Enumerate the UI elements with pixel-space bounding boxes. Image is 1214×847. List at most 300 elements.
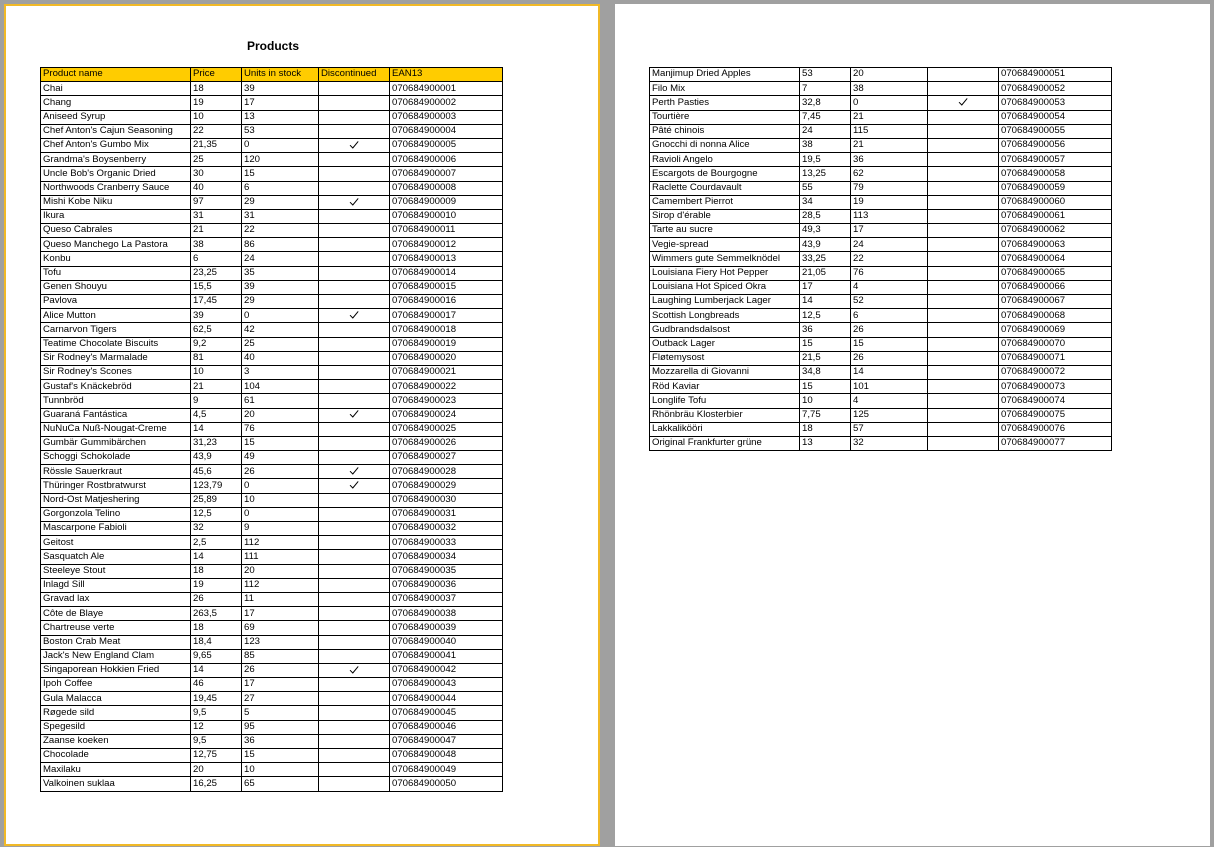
products-table-page-1 bbox=[40, 67, 503, 792]
units-in-stock-cell: 3 bbox=[242, 365, 319, 379]
ean13-cell: 070684900012 bbox=[390, 238, 503, 252]
product-name-cell: Original Frankfurter grüne bbox=[650, 436, 800, 450]
table-row bbox=[41, 195, 503, 209]
units-in-stock-cell: 24 bbox=[851, 238, 928, 252]
price-cell: 81 bbox=[191, 351, 242, 365]
product-name-cell: Uncle Bob's Organic Dried bbox=[41, 167, 191, 181]
units-in-stock-cell: 0 bbox=[242, 479, 319, 493]
table-row bbox=[650, 96, 1112, 110]
table-row bbox=[650, 153, 1112, 167]
table-row bbox=[41, 167, 503, 181]
price-cell: 31 bbox=[191, 209, 242, 223]
price-cell: 26 bbox=[191, 592, 242, 606]
table-row bbox=[41, 578, 503, 592]
ean13-cell: 070684900063 bbox=[999, 238, 1112, 252]
units-in-stock-cell: 112 bbox=[242, 578, 319, 592]
discontinued-cell bbox=[928, 337, 999, 351]
product-name-cell: Camembert Pierrot bbox=[650, 195, 800, 209]
checkmark-icon bbox=[349, 665, 359, 675]
checkmark-icon bbox=[349, 409, 359, 419]
price-cell: 49,3 bbox=[800, 224, 851, 238]
price-cell: 38 bbox=[800, 138, 851, 152]
ean13-cell: 070684900056 bbox=[999, 138, 1112, 152]
units-in-stock-cell: 32 bbox=[851, 436, 928, 450]
table-row bbox=[650, 422, 1112, 436]
ean13-cell: 070684900054 bbox=[999, 110, 1112, 124]
ean13-cell: 070684900030 bbox=[390, 493, 503, 507]
product-name-cell: Chai bbox=[41, 82, 191, 96]
units-in-stock-cell: 20 bbox=[242, 564, 319, 578]
checkmark-icon bbox=[349, 466, 359, 476]
table-row bbox=[41, 522, 503, 536]
report-page-1 bbox=[4, 4, 600, 846]
table-row bbox=[41, 380, 503, 394]
checkmark-icon bbox=[349, 140, 359, 150]
price-cell: 18 bbox=[191, 82, 242, 96]
product-name-cell: Grandma's Boysenberry bbox=[41, 153, 191, 167]
units-in-stock-cell: 85 bbox=[242, 649, 319, 663]
units-in-stock-cell: 6 bbox=[242, 181, 319, 195]
discontinued-cell bbox=[319, 451, 390, 465]
units-in-stock-cell: 5 bbox=[242, 706, 319, 720]
discontinued-cell bbox=[319, 649, 390, 663]
table-row bbox=[41, 607, 503, 621]
discontinued-cell bbox=[319, 663, 390, 677]
price-cell: 18,4 bbox=[191, 635, 242, 649]
units-in-stock-cell: 17 bbox=[242, 96, 319, 110]
product-name-cell: Ikura bbox=[41, 209, 191, 223]
checkmark-icon bbox=[349, 480, 359, 490]
units-in-stock-cell: 20 bbox=[242, 408, 319, 422]
table-row bbox=[650, 351, 1112, 365]
checkmark-icon bbox=[349, 197, 359, 207]
discontinued-cell bbox=[319, 252, 390, 266]
ean13-cell: 070684900033 bbox=[390, 536, 503, 550]
units-in-stock-cell: 26 bbox=[242, 663, 319, 677]
price-cell: 15 bbox=[800, 337, 851, 351]
product-name-cell: Maxilaku bbox=[41, 763, 191, 777]
table-row bbox=[41, 564, 503, 578]
units-in-stock-cell: 0 bbox=[242, 138, 319, 152]
discontinued-cell bbox=[928, 82, 999, 96]
discontinued-cell bbox=[319, 124, 390, 138]
product-name-cell: Gudbrandsdalsost bbox=[650, 323, 800, 337]
ean13-cell: 070684900035 bbox=[390, 564, 503, 578]
product-name-cell: Laughing Lumberjack Lager bbox=[650, 295, 800, 309]
table-row bbox=[41, 777, 503, 791]
table-row bbox=[650, 124, 1112, 138]
table-row bbox=[650, 436, 1112, 450]
price-cell: 39 bbox=[191, 309, 242, 323]
table-row bbox=[41, 734, 503, 748]
product-name-cell: Spegesild bbox=[41, 720, 191, 734]
units-in-stock-cell: 53 bbox=[242, 124, 319, 138]
ean13-cell: 070684900076 bbox=[999, 422, 1112, 436]
ean13-cell: 070684900016 bbox=[390, 295, 503, 309]
units-in-stock-cell: 95 bbox=[242, 720, 319, 734]
units-in-stock-cell: 21 bbox=[851, 110, 928, 124]
product-name-cell: Queso Cabrales bbox=[41, 224, 191, 238]
ean13-cell: 070684900049 bbox=[390, 763, 503, 777]
table-row bbox=[41, 706, 503, 720]
units-in-stock-cell: 10 bbox=[242, 493, 319, 507]
ean13-cell: 070684900048 bbox=[390, 749, 503, 763]
discontinued-cell bbox=[319, 167, 390, 181]
units-in-stock-cell: 31 bbox=[242, 209, 319, 223]
discontinued-cell bbox=[928, 295, 999, 309]
table-row bbox=[650, 337, 1112, 351]
col-header-product-name: Product name bbox=[41, 68, 191, 82]
units-in-stock-cell: 76 bbox=[851, 266, 928, 280]
price-cell: 18 bbox=[800, 422, 851, 436]
ean13-cell: 070684900069 bbox=[999, 323, 1112, 337]
product-name-cell: Louisiana Hot Spiced Okra bbox=[650, 280, 800, 294]
ean13-cell: 070684900073 bbox=[999, 380, 1112, 394]
discontinued-cell bbox=[319, 309, 390, 323]
discontinued-cell bbox=[319, 479, 390, 493]
price-cell: 13,25 bbox=[800, 167, 851, 181]
units-in-stock-cell: 19 bbox=[851, 195, 928, 209]
table-row bbox=[41, 82, 503, 96]
table-row bbox=[41, 592, 503, 606]
discontinued-cell bbox=[319, 436, 390, 450]
product-name-cell: Gustaf's Knäckebröd bbox=[41, 380, 191, 394]
price-cell: 19 bbox=[191, 578, 242, 592]
ean13-cell: 070684900059 bbox=[999, 181, 1112, 195]
report-page-2 bbox=[615, 4, 1210, 846]
price-cell: 17,45 bbox=[191, 295, 242, 309]
units-in-stock-cell: 14 bbox=[851, 365, 928, 379]
ean13-cell: 070684900067 bbox=[999, 295, 1112, 309]
ean13-cell: 070684900003 bbox=[390, 110, 503, 124]
table-row bbox=[41, 224, 503, 238]
product-name-cell: Gumbär Gummibärchen bbox=[41, 436, 191, 450]
table-row bbox=[650, 110, 1112, 124]
table-row bbox=[41, 295, 503, 309]
table-row bbox=[41, 692, 503, 706]
price-cell: 7,75 bbox=[800, 408, 851, 422]
product-name-cell: Filo Mix bbox=[650, 82, 800, 96]
price-cell: 40 bbox=[191, 181, 242, 195]
table-row bbox=[41, 422, 503, 436]
units-in-stock-cell: 61 bbox=[242, 394, 319, 408]
price-cell: 19,5 bbox=[800, 153, 851, 167]
discontinued-cell bbox=[319, 621, 390, 635]
price-cell: 9,65 bbox=[191, 649, 242, 663]
ean13-cell: 070684900015 bbox=[390, 280, 503, 294]
table-row bbox=[41, 763, 503, 777]
units-in-stock-cell: 120 bbox=[242, 153, 319, 167]
discontinued-cell bbox=[928, 436, 999, 450]
price-cell: 12,75 bbox=[191, 749, 242, 763]
ean13-cell: 070684900038 bbox=[390, 607, 503, 621]
ean13-cell: 070684900066 bbox=[999, 280, 1112, 294]
table-row bbox=[41, 394, 503, 408]
ean13-cell: 070684900017 bbox=[390, 309, 503, 323]
price-cell: 34 bbox=[800, 195, 851, 209]
units-in-stock-cell: 125 bbox=[851, 408, 928, 422]
price-cell: 32,8 bbox=[800, 96, 851, 110]
units-in-stock-cell: 11 bbox=[242, 592, 319, 606]
price-cell: 6 bbox=[191, 252, 242, 266]
discontinued-cell bbox=[319, 607, 390, 621]
ean13-cell: 070684900064 bbox=[999, 252, 1112, 266]
ean13-cell: 070684900005 bbox=[390, 138, 503, 152]
products-table-page-2 bbox=[649, 67, 1112, 451]
ean13-cell: 070684900006 bbox=[390, 153, 503, 167]
units-in-stock-cell: 40 bbox=[242, 351, 319, 365]
units-in-stock-cell: 39 bbox=[242, 82, 319, 96]
product-name-cell: Gnocchi di nonna Alice bbox=[650, 138, 800, 152]
units-in-stock-cell: 10 bbox=[242, 763, 319, 777]
discontinued-cell bbox=[319, 422, 390, 436]
product-name-cell: Konbu bbox=[41, 252, 191, 266]
discontinued-cell bbox=[319, 522, 390, 536]
price-cell: 15 bbox=[800, 380, 851, 394]
table-row bbox=[41, 209, 503, 223]
product-name-cell: Côte de Blaye bbox=[41, 607, 191, 621]
units-in-stock-cell: 4 bbox=[851, 280, 928, 294]
units-in-stock-cell: 29 bbox=[242, 195, 319, 209]
units-in-stock-cell: 15 bbox=[242, 436, 319, 450]
product-name-cell: Röd Kaviar bbox=[650, 380, 800, 394]
price-cell: 25 bbox=[191, 153, 242, 167]
ean13-cell: 070684900068 bbox=[999, 309, 1112, 323]
ean13-cell: 070684900018 bbox=[390, 323, 503, 337]
table-row bbox=[41, 465, 503, 479]
ean13-cell: 070684900072 bbox=[999, 365, 1112, 379]
col-header-units-in-stock: Units in stock bbox=[242, 68, 319, 82]
ean13-cell: 070684900008 bbox=[390, 181, 503, 195]
units-in-stock-cell: 24 bbox=[242, 252, 319, 266]
discontinued-cell bbox=[319, 777, 390, 791]
discontinued-cell bbox=[928, 422, 999, 436]
product-name-cell: Singaporean Hokkien Fried bbox=[41, 663, 191, 677]
units-in-stock-cell: 113 bbox=[851, 209, 928, 223]
product-name-cell: Chartreuse verte bbox=[41, 621, 191, 635]
ean13-cell: 070684900077 bbox=[999, 436, 1112, 450]
table-row bbox=[41, 124, 503, 138]
product-name-cell: Tarte au sucre bbox=[650, 224, 800, 238]
ean13-cell: 070684900044 bbox=[390, 692, 503, 706]
discontinued-cell bbox=[928, 138, 999, 152]
price-cell: 18 bbox=[191, 621, 242, 635]
table-row bbox=[650, 138, 1112, 152]
table-row bbox=[41, 365, 503, 379]
product-name-cell: Mascarpone Fabioli bbox=[41, 522, 191, 536]
ean13-cell: 070684900010 bbox=[390, 209, 503, 223]
table-row bbox=[650, 280, 1112, 294]
discontinued-cell bbox=[928, 209, 999, 223]
product-name-cell: Aniseed Syrup bbox=[41, 110, 191, 124]
product-name-cell: NuNuCa Nuß-Nougat-Creme bbox=[41, 422, 191, 436]
product-name-cell: Valkoinen suklaa bbox=[41, 777, 191, 791]
product-name-cell: Mishi Kobe Niku bbox=[41, 195, 191, 209]
discontinued-cell bbox=[928, 309, 999, 323]
discontinued-cell bbox=[319, 295, 390, 309]
discontinued-cell bbox=[928, 195, 999, 209]
ean13-cell: 070684900026 bbox=[390, 436, 503, 450]
discontinued-cell bbox=[319, 195, 390, 209]
ean13-cell: 070684900034 bbox=[390, 550, 503, 564]
product-name-cell: Mozzarella di Giovanni bbox=[650, 365, 800, 379]
ean13-cell: 070684900058 bbox=[999, 167, 1112, 181]
discontinued-cell bbox=[319, 635, 390, 649]
discontinued-cell bbox=[319, 380, 390, 394]
price-cell: 14 bbox=[191, 550, 242, 564]
price-cell: 53 bbox=[800, 68, 851, 82]
ean13-cell: 070684900050 bbox=[390, 777, 503, 791]
ean13-cell: 070684900024 bbox=[390, 408, 503, 422]
product-name-cell: Lakkalikööri bbox=[650, 422, 800, 436]
discontinued-cell bbox=[319, 592, 390, 606]
report-title: Products bbox=[246, 39, 299, 53]
table-row bbox=[650, 295, 1112, 309]
units-in-stock-cell: 17 bbox=[242, 678, 319, 692]
discontinued-cell bbox=[928, 252, 999, 266]
table-row bbox=[650, 238, 1112, 252]
price-cell: 34,8 bbox=[800, 365, 851, 379]
units-in-stock-cell: 0 bbox=[242, 309, 319, 323]
checkmark-icon bbox=[958, 97, 968, 107]
price-cell: 23,25 bbox=[191, 266, 242, 280]
price-cell: 45,6 bbox=[191, 465, 242, 479]
discontinued-cell bbox=[928, 323, 999, 337]
table-row bbox=[41, 663, 503, 677]
ean13-cell: 070684900070 bbox=[999, 337, 1112, 351]
units-in-stock-cell: 79 bbox=[851, 181, 928, 195]
table-row bbox=[41, 266, 503, 280]
product-name-cell: Gorgonzola Telino bbox=[41, 507, 191, 521]
discontinued-cell bbox=[928, 124, 999, 138]
product-name-cell: Jack's New England Clam bbox=[41, 649, 191, 663]
units-in-stock-cell: 62 bbox=[851, 167, 928, 181]
table-row bbox=[650, 195, 1112, 209]
units-in-stock-cell: 111 bbox=[242, 550, 319, 564]
product-name-cell: Chocolade bbox=[41, 749, 191, 763]
table-row bbox=[41, 408, 503, 422]
table-row bbox=[650, 68, 1112, 82]
units-in-stock-cell: 26 bbox=[851, 323, 928, 337]
ean13-cell: 070684900037 bbox=[390, 592, 503, 606]
table-row bbox=[41, 351, 503, 365]
ean13-cell: 070684900021 bbox=[390, 365, 503, 379]
table-header-row bbox=[41, 68, 503, 82]
ean13-cell: 070684900031 bbox=[390, 507, 503, 521]
ean13-cell: 070684900052 bbox=[999, 82, 1112, 96]
checkmark-icon bbox=[349, 310, 359, 320]
product-name-cell: Schoggi Schokolade bbox=[41, 451, 191, 465]
ean13-cell: 070684900047 bbox=[390, 734, 503, 748]
table-row bbox=[650, 309, 1112, 323]
ean13-cell: 070684900053 bbox=[999, 96, 1112, 110]
units-in-stock-cell: 104 bbox=[242, 380, 319, 394]
product-name-cell: Fløtemysost bbox=[650, 351, 800, 365]
ean13-cell: 070684900014 bbox=[390, 266, 503, 280]
table-row bbox=[41, 309, 503, 323]
product-name-cell: Pâté chinois bbox=[650, 124, 800, 138]
discontinued-cell bbox=[319, 351, 390, 365]
table-row bbox=[41, 153, 503, 167]
units-in-stock-cell: 0 bbox=[851, 96, 928, 110]
units-in-stock-cell: 17 bbox=[242, 607, 319, 621]
price-cell: 123,79 bbox=[191, 479, 242, 493]
discontinued-cell bbox=[319, 365, 390, 379]
product-name-cell: Røgede sild bbox=[41, 706, 191, 720]
product-name-cell: Perth Pasties bbox=[650, 96, 800, 110]
price-cell: 18 bbox=[191, 564, 242, 578]
units-in-stock-cell: 0 bbox=[242, 507, 319, 521]
table-row bbox=[41, 181, 503, 195]
ean13-cell: 070684900046 bbox=[390, 720, 503, 734]
price-cell: 10 bbox=[191, 110, 242, 124]
price-cell: 7,45 bbox=[800, 110, 851, 124]
ean13-cell: 070684900001 bbox=[390, 82, 503, 96]
discontinued-cell bbox=[319, 209, 390, 223]
col-header-ean13: EAN13 bbox=[390, 68, 503, 82]
price-cell: 9,5 bbox=[191, 706, 242, 720]
price-cell: 19,45 bbox=[191, 692, 242, 706]
table-row bbox=[650, 394, 1112, 408]
units-in-stock-cell: 13 bbox=[242, 110, 319, 124]
table-row bbox=[41, 252, 503, 266]
product-name-cell: Chef Anton's Cajun Seasoning bbox=[41, 124, 191, 138]
price-cell: 4,5 bbox=[191, 408, 242, 422]
table-row bbox=[41, 720, 503, 734]
table-row bbox=[41, 550, 503, 564]
ean13-cell: 070684900075 bbox=[999, 408, 1112, 422]
ean13-cell: 070684900020 bbox=[390, 351, 503, 365]
discontinued-cell bbox=[928, 266, 999, 280]
price-cell: 32 bbox=[191, 522, 242, 536]
price-cell: 38 bbox=[191, 238, 242, 252]
units-in-stock-cell: 123 bbox=[242, 635, 319, 649]
product-name-cell: Outback Lager bbox=[650, 337, 800, 351]
table-row bbox=[41, 678, 503, 692]
discontinued-cell bbox=[319, 323, 390, 337]
units-in-stock-cell: 22 bbox=[851, 252, 928, 266]
price-cell: 9,5 bbox=[191, 734, 242, 748]
units-in-stock-cell: 29 bbox=[242, 295, 319, 309]
price-cell: 21,05 bbox=[800, 266, 851, 280]
discontinued-cell bbox=[319, 536, 390, 550]
ean13-cell: 070684900060 bbox=[999, 195, 1112, 209]
table-row bbox=[650, 365, 1112, 379]
ean13-cell: 070684900019 bbox=[390, 337, 503, 351]
discontinued-cell bbox=[319, 507, 390, 521]
units-in-stock-cell: 42 bbox=[242, 323, 319, 337]
product-name-cell: Escargots de Bourgogne bbox=[650, 167, 800, 181]
price-cell: 97 bbox=[191, 195, 242, 209]
product-name-cell: Sir Rodney's Marmalade bbox=[41, 351, 191, 365]
units-in-stock-cell: 49 bbox=[242, 451, 319, 465]
discontinued-cell bbox=[319, 394, 390, 408]
table-row bbox=[650, 181, 1112, 195]
discontinued-cell bbox=[319, 266, 390, 280]
col-header-price: Price bbox=[191, 68, 242, 82]
product-name-cell: Gravad lax bbox=[41, 592, 191, 606]
table-row bbox=[41, 337, 503, 351]
discontinued-cell bbox=[928, 408, 999, 422]
discontinued-cell bbox=[319, 280, 390, 294]
discontinued-cell bbox=[319, 82, 390, 96]
units-in-stock-cell: 15 bbox=[851, 337, 928, 351]
ean13-cell: 070684900023 bbox=[390, 394, 503, 408]
units-in-stock-cell: 36 bbox=[242, 734, 319, 748]
product-name-cell: Ipoh Coffee bbox=[41, 678, 191, 692]
product-name-cell: Scottish Longbreads bbox=[650, 309, 800, 323]
price-cell: 7 bbox=[800, 82, 851, 96]
